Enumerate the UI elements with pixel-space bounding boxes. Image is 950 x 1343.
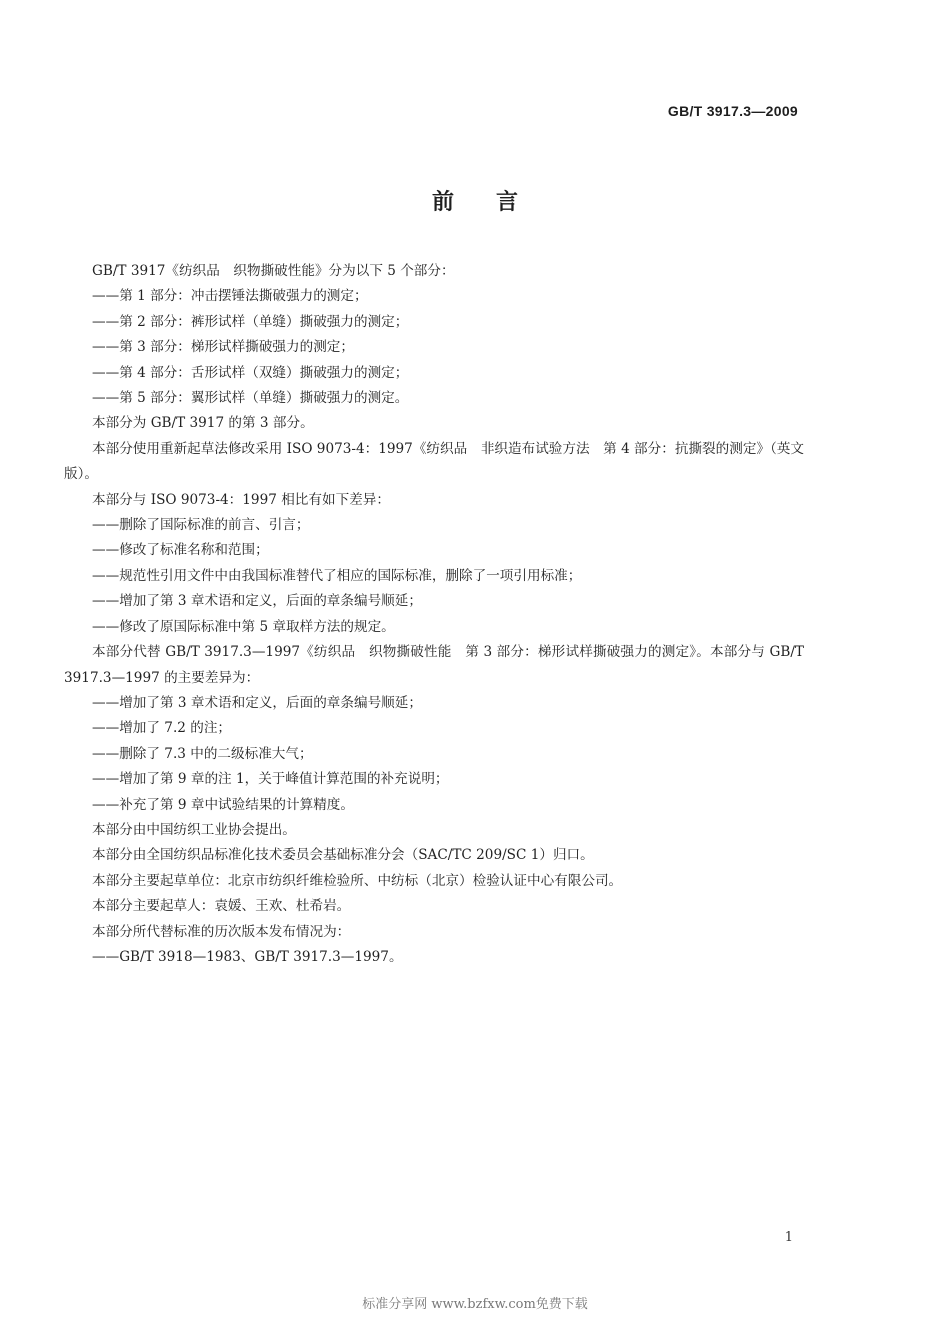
preface-paragraph: ——补充了第 9 章中试验结果的计算精度。 xyxy=(92,796,354,813)
preface-paragraph: ——删除了 7.3 中的二级标准大气； xyxy=(92,745,313,762)
preface-paragraph: ——增加了第 9 章的注 1，关于峰值计算范围的补充说明； xyxy=(92,771,449,788)
preface-paragraph: 本部分由中国纺织工业协会提出。 xyxy=(92,821,296,838)
preface-paragraph: ——GB/T 3918—1983、GB/T 3917.3—1997。 xyxy=(92,948,403,965)
preface-paragraph: ——修改了原国际标准中第 5 章取样方法的规定。 xyxy=(92,618,395,635)
page-number: 1 xyxy=(784,1230,793,1245)
preface-paragraph: 本部分由全国纺织品标准化技术委员会基础标准分会（SAC/TC 209/SC 1）归口。 xyxy=(92,847,594,864)
preface-paragraph: ——第 4 部分：舌形试样（双缝）撕破强力的测定； xyxy=(92,364,409,381)
page-title: 前言 xyxy=(431,190,560,215)
preface-paragraph: ——第 5 部分：翼形试样（单缝）撕破强力的测定。 xyxy=(92,390,409,407)
preface-paragraph: ——规范性引用文件中由我国标准替代了相应的国际标准，删除了一项引用标准； xyxy=(92,567,582,584)
preface-paragraph: 本部分代替 GB/T 3917.3—1997《纺织品 织物撕破性能 第 3 部分：梯形试样撕破强力的测定》。本部分与 GB/T 3917.3—1997 的主要差异为： xyxy=(64,644,804,686)
preface-paragraph: ——增加了 7.2 的注； xyxy=(92,720,232,737)
preface-paragraph: ——增加了第 3 章术语和定义，后面的章条编号顺延； xyxy=(92,593,422,610)
preface-paragraph: 本部分所代替标准的历次版本发布情况为： xyxy=(92,923,351,940)
preface-paragraph: ——第 2 部分：裤形试样（单缝）撕破强力的测定； xyxy=(92,313,409,330)
preface-paragraph: ——增加了第 3 章术语和定义，后面的章条编号顺延； xyxy=(92,694,422,711)
preface-paragraph: ——第 3 部分：梯形试样撕破强力的测定； xyxy=(92,339,354,356)
preface-paragraph: 本部分主要起草人：袁媛、王欢、杜希岩。 xyxy=(92,898,351,915)
preface-body xyxy=(64,259,804,970)
preface-paragraph: ——删除了国际标准的前言、引言； xyxy=(92,517,310,534)
preface-paragraph: GB/T 3917《纺织品 织物撕破性能》分为以下 5 个部分： xyxy=(92,263,455,279)
standard-number: GB/T 3917.3—2009 xyxy=(667,103,798,119)
preface-paragraph: ——修改了标准名称和范围； xyxy=(92,542,269,559)
preface-paragraph: 本部分使用重新起草法修改采用 ISO 9073-4：1997《纺织品 非织造布试验方法 第 4 部分：抗撕裂的测定》（英文版）。 xyxy=(64,440,804,483)
preface-paragraph: ——第 1 部分：冲击摆锤法撕破强力的测定； xyxy=(92,288,368,305)
preface-paragraph: 本部分为 GB/T 3917 的第 3 部分。 xyxy=(92,415,314,432)
preface-paragraph: 本部分主要起草单位：北京市纺织纤维检验所、中纺标（北京）检验认证中心有限公司。 xyxy=(92,872,623,889)
preface-paragraph: 本部分与 ISO 9073-4：1997 相比有如下差异： xyxy=(92,491,390,508)
watermark-text: 标准分享网 www.bzfxw.com免费下载 xyxy=(362,1297,588,1312)
